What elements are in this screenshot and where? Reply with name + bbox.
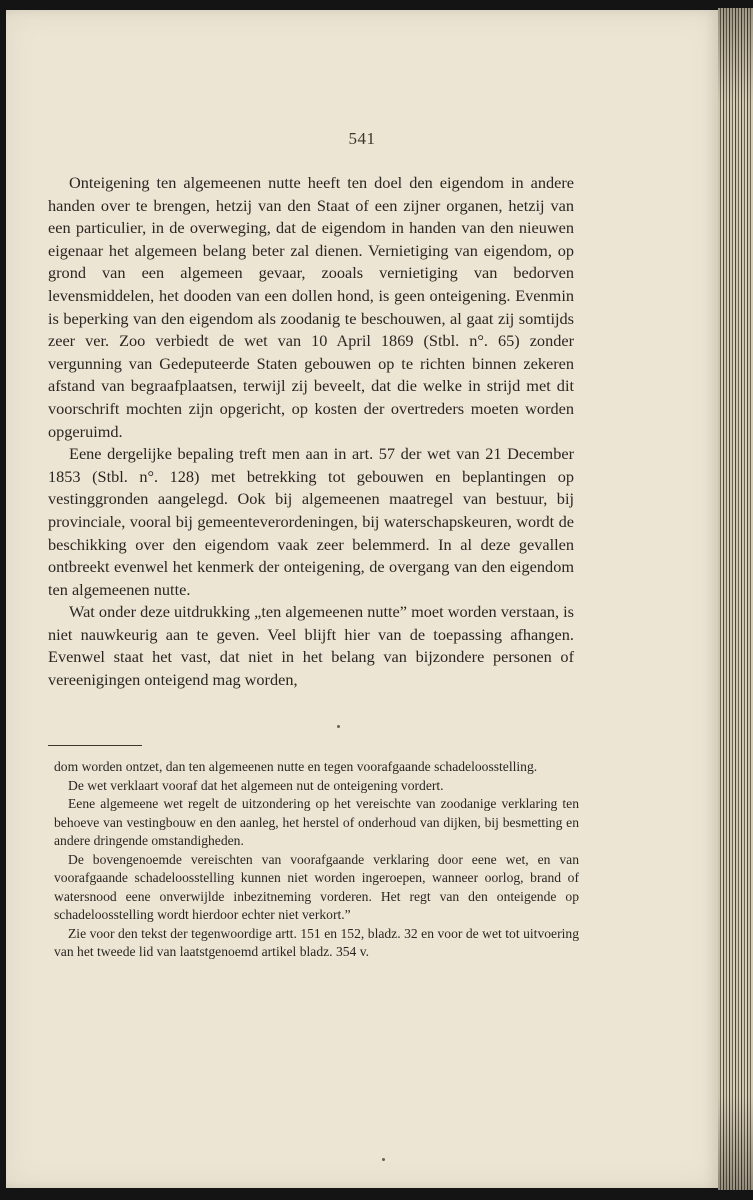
ink-speck (337, 725, 340, 728)
book-page (6, 10, 718, 1188)
footnote-paragraph: Zie voor den tekst der tegenwoordige artt. 151 en 152, bladz. 32 en voor de wet tot uitvoering van het tweede lid van laatstgenoemd artikel bladz. 354 v. (54, 925, 579, 959)
footnote-paragraph: De wet verklaart vooraf dat het algemeen nut de onteigening vordert. (68, 777, 444, 793)
page-edges-shadow (718, 8, 753, 1190)
footnote-divider (48, 745, 142, 746)
page-number: 541 (348, 129, 376, 148)
footnote-paragraph: dom worden ontzet, dan ten algemeenen nutte en tegen voorafgaande schadeloosstelling. (54, 759, 538, 774)
footnote-paragraph: Eene algemeene wet regelt de uitzondering op het vereischte van zoodanige verklaring ten behoeve van vestingbouw en den aanleg, het herstel of onderhoud van dijken, bij besmetting en andere dringende omstandigheden. (54, 796, 579, 848)
main-paragraph: Onteigening ten algemeenen nutte heeft ten doel den eigendom in andere handen over te brengen, hetzij van den Staat of een zijner organen, hetzij van een particulier, in de overweging, dat de eigendom in handen van den nieuwen eigenaar het algemeen belang beter zal dienen. Vernietiging van eigendom, op grond van een algemeen gevaar, zooals vernietiging van bedorven levensmiddelen, het dooden van een dollen hond, is geen onteigening. Evenmin is beperking van den eigendom als zoodanig te beschouwen, al gaat zij somtijds zeer ver. Zoo verbiedt de wet van 10 April 1869 (Stbl. n°. 65) zonder vergunning van Gedeputeerde Staten gebouwen op te richten binnen zekeren afstand van begraafplaatsen, terwijl zij beveelt, dat die welke in strijd met dit voorschrift mochten zijn opgericht, op kosten der overtreders moeten worden opgeruimd. (48, 173, 574, 441)
main-text (48, 172, 574, 692)
footnotes (54, 758, 579, 962)
main-paragraph: Eene dergelijke bepaling treft men aan in art. 57 der wet van 21 December 1853 (Stbl. n°. 128) met betrekking tot gebouwen en beplantingen op vestinggronden aangelegd. Ook bij algemeenen maatregel van bestuur, bij provinciale, vooral bij gemeenteverordeningen, bij waterschapskeuren, wordt de beschikking over den eigendom vaak zeer belemmerd. In al deze gevallen ontbreekt evenwel het kenmerk der onteigening, de overgang van den eigendom ten algemeenen nutte. (48, 444, 574, 599)
ink-speck (382, 1158, 385, 1161)
footnote-paragraph: De bovengenoemde vereischten van voorafgaande verklaring door eene wet, en van voorafgaande schadeloosstelling kunnen niet worden ingeroepen, wanneer oorlog, brand of watersnood eene onverwijlde inbezitneming vorderen. Het regt van den onteigende op schadeloosstelling wordt hierdoor echter niet verkort.” (54, 851, 579, 922)
main-paragraph: Wat onder deze uitdrukking „ten algemeenen nutte” moet worden verstaan, is niet nauwkeurig aan te geven. Veel blijft hier van de toepassing afhangen. Evenwel staat het vast, dat niet in het belang van bijzondere personen of vereenigingen onteigend mag worden, (48, 602, 574, 690)
